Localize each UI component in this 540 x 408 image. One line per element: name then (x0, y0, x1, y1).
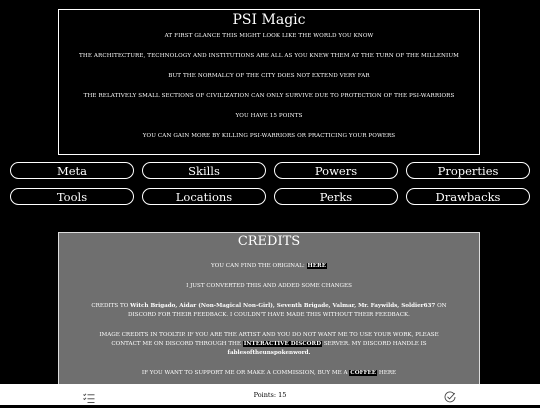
coffee-link[interactable]: COFFEE (350, 370, 377, 376)
image-credits-prefix: IMAGE CREDITS IN TOOLTIP. IF YOU ARE THE ARTIST AND YOU DO NOT WANT ME TO USE YOUR WORK, PLEASE CONTACT ME ON DISCORD THROUGH THE (99, 332, 439, 347)
credits-title: CREDITS (237, 234, 301, 249)
page-title: PSI Magic (232, 12, 306, 28)
credits-converted-line: I JUST CONVERTED THIS AND ADDED SOME CHANGES (186, 283, 352, 289)
nav-button-locations[interactable]: Locations (142, 188, 266, 205)
discord-server-link[interactable]: INTERACTIVE DISCORD (243, 341, 322, 347)
credits-support-line (85, 369, 453, 378)
intro-line-4: THE RELATIVELY SMALL SECTIONS OF CIVILIZATION CAN ONLY SURVIVE DUE TO PROTECTION OF THE PSI-WARRIORS (83, 93, 455, 99)
nav-button-skills[interactable]: Skills (142, 162, 266, 179)
credits-panel (58, 232, 480, 392)
nav-button-powers[interactable]: Powers (274, 162, 398, 179)
credits-names: Witch Brigado, Aidar (Non-Magical Non-Girl), Seventh Brigade, Valmar, Mr. Faywilds, Soldier637 (130, 303, 436, 309)
original-text: YOU CAN FIND THE ORIGINAL: (211, 263, 307, 269)
nav-button-drawbacks[interactable]: Drawbacks (406, 188, 530, 205)
points-counter: Points: 15 (253, 391, 287, 399)
credits-prefix: CREDITS TO (91, 303, 131, 309)
credits-thanks-line (85, 302, 453, 320)
intro-line-2: THE ARCHITECTURE, TECHNOLOGY AND INSTITUTIONS ARE ALL AS YOU KNEW THEM AT THE TURN OF THE MILLENIUM (79, 53, 459, 59)
check-circle-icon[interactable] (444, 388, 456, 400)
credits-original-line (85, 262, 453, 271)
nav-button-meta[interactable]: Meta (10, 162, 134, 179)
credits-image-line (85, 331, 453, 358)
nav-button-properties[interactable]: Properties (406, 162, 530, 179)
original-link[interactable]: HERE (307, 263, 326, 269)
support-prefix: IF YOU WANT TO SUPPORT ME OR MAKE A COMMISSION, BUY ME A (141, 370, 350, 376)
intro-panel (58, 9, 480, 155)
credits-suffix: ON DISCORD FOR THEIR FEEDBACK. I COULDN'T HAVE MADE THIS WITHOUT THEIR FEEDBACK. (128, 303, 447, 318)
support-suffix: HERE (377, 370, 397, 376)
intro-line-1: AT FIRST GLANCE THIS MIGHT LOOK LIKE THE WORLD YOU KNOW (164, 33, 374, 39)
discord-handle: fablesoftheunspokenword. (227, 350, 311, 356)
intro-line-5: YOU HAVE 15 POINTS (235, 113, 303, 119)
intro-line-3: BUT THE NORMALCY OF THE CITY DOES NOT EXTEND VERY FAR (168, 73, 370, 79)
image-credits-mid: SERVER. MY DISCORD HANDLE IS (322, 341, 427, 347)
nav-button-perks[interactable]: Perks (274, 188, 398, 205)
nav-button-tools[interactable]: Tools (10, 188, 134, 205)
bottom-bar (0, 384, 540, 405)
intro-line-6: YOU CAN GAIN MORE BY KILLING PSI-WARRIORS OR PRACTICING YOUR POWERS (142, 133, 396, 139)
